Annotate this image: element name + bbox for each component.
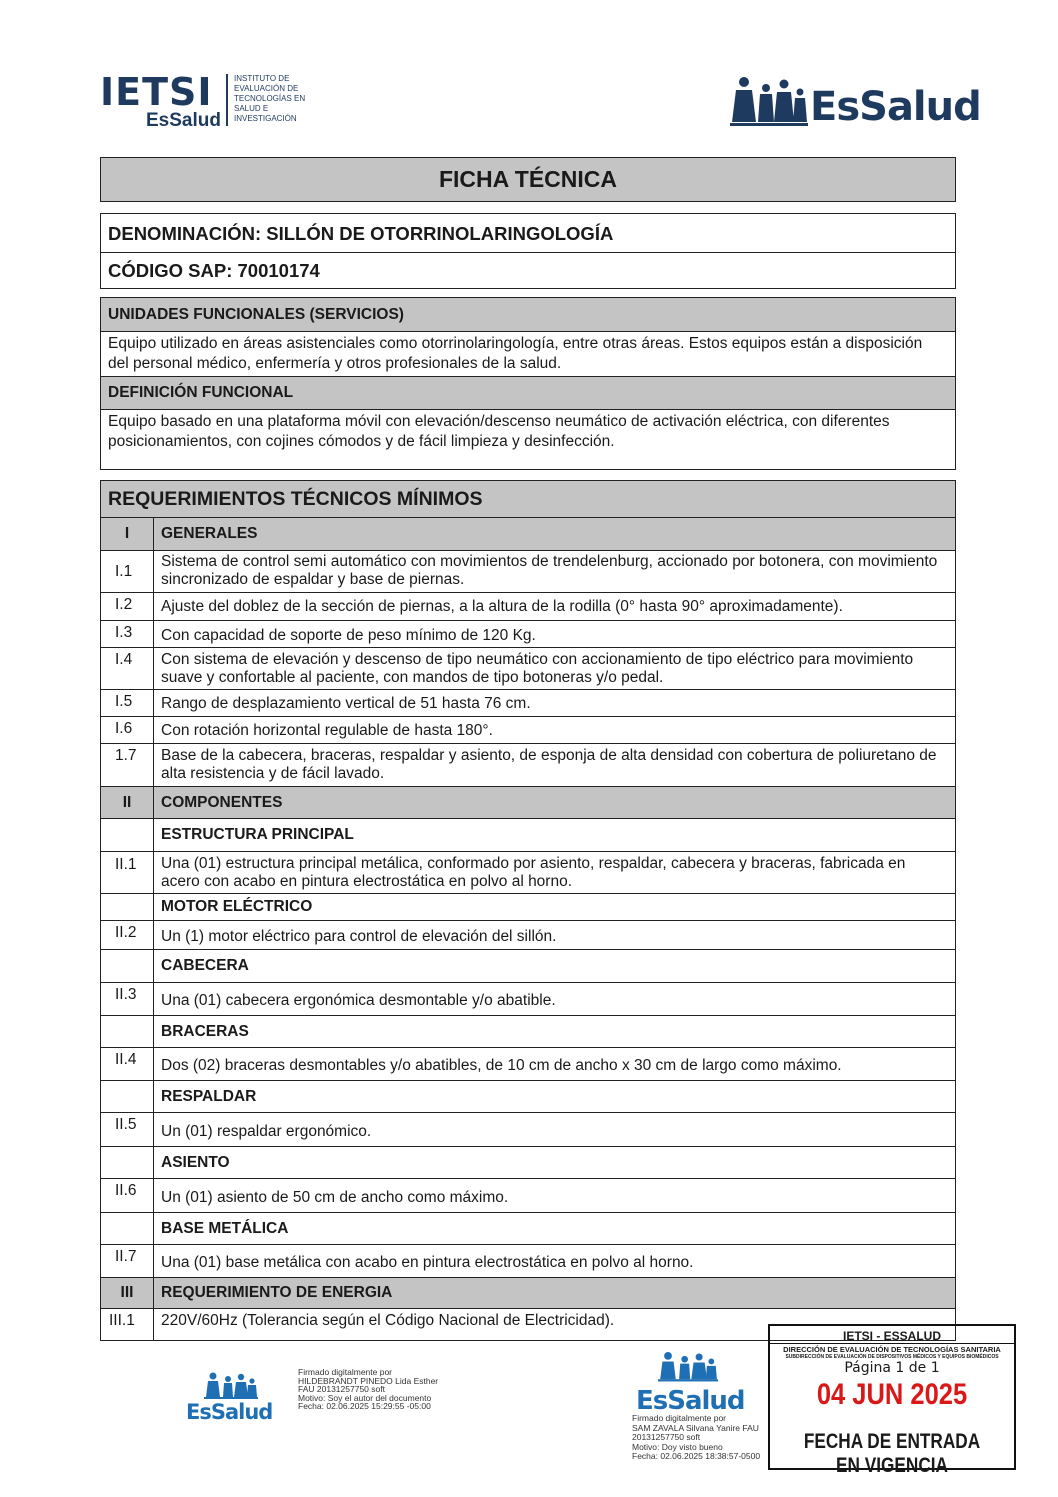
table-row: II.7 Una (01) base metálica con acabo en pintura electrostática en polvo al horno. [100, 1245, 956, 1278]
table-row: II.6 Un (01) asiento de 50 cm de ancho como máximo. [100, 1179, 956, 1213]
validity-stamp [768, 1324, 1016, 1477]
definicion-heading: DEFINICIÓN FUNCIONAL [101, 376, 955, 410]
sap-code: CÓDIGO SAP: 70010174 [108, 260, 320, 281]
essalud-signature-logo [636, 1350, 745, 1416]
footer-logo-word: EsSalud [186, 1400, 273, 1424]
stamp-divider [770, 1343, 1014, 1344]
table-row: II.5 Un (01) respaldar ergonómico. [100, 1113, 956, 1147]
subsection-row: RESPALDAR [100, 1081, 956, 1113]
stamp-subdirection: SUBDIRECCIÓN DE EVALUACIÓN DE DISPOSITIVOS MÉDICOS Y EQUIPOS BIOMÉDICOS [785, 1354, 999, 1360]
signature-logo-word: EsSalud [636, 1386, 745, 1416]
table-row: I.1 Sistema de control semi automático con movimientos de trendelenburg, accionado por botonera, con movimiento sincronizado de espaldar y base de piernas. [100, 551, 956, 593]
family-figures-icon [204, 1372, 258, 1400]
denomination: DENOMINACIÓN: SILLÓN DE OTORRINOLARINGOLOGÍA [108, 223, 614, 244]
definicion-text: Equipo basado en una plataforma móvil con elevación/descenso neumático de activación eléctrica, con diferentes posicionamientos, con cojines cómodos y de fácil limpieza y desinfección. [108, 413, 890, 450]
stamp-date: 04 JUN 2025 [816, 1378, 968, 1411]
section-row: I GENERALES [100, 518, 956, 551]
subsection-row: ESTRUCTURA PRINCIPAL [100, 819, 956, 852]
essalud-footer-logo [186, 1372, 273, 1424]
family-figures-icon [658, 1350, 718, 1384]
stamp-label: FECHA DE ENTRADA EN VIGENCIA [803, 1430, 981, 1477]
table-row: II.2 Un (1) motor eléctrico para control de elevación del sillón. [100, 921, 956, 950]
stamp-page: Página 1 de 1 [844, 1360, 940, 1376]
section-row: III REQUERIMIENTO DE ENERGIA [100, 1278, 956, 1309]
table-row: II.3 Una (01) cabecera ergonómica desmontable y/o abatible. [100, 983, 956, 1016]
table-row: I.2 Ajuste del doblez de la sección de piernas, a la altura de la rodilla (0° hasta 90° aproximadamente). [100, 593, 956, 621]
document-title: FICHA TÉCNICA [100, 157, 956, 202]
denomination-box [100, 213, 956, 289]
table-row: I.6 Con rotación horizontal regulable de hasta 180°. [100, 717, 956, 744]
ietsi-logo-text: INSTITUTO DE EVALUACIÓN DE TECNOLOGÍAS EN SALUD E INVESTIGACIÓN [234, 74, 306, 123]
table-row: II.1 Una (01) estructura principal metálica, conformado por asiento, respaldar, cabecera y braceras, fabricada en acero con acabo en pintura electrostática en polvo al horno. [100, 852, 956, 894]
essalud-logo [730, 76, 981, 132]
table-row: II.4 Dos (02) braceras desmontables y/o abatibles, de 10 cm de ancho x 30 cm de largo como máximo. [100, 1048, 956, 1081]
digital-signature-1: Firmado digitalmente por HILDEBRANDT PINEDO Lida Esther FAU 20131257750 soft Motivo: Soy el autor del documento Fecha: 02.06.2025 15:29:55 -05:00 [298, 1367, 439, 1411]
subsection-row: ASIENTO [100, 1147, 956, 1179]
ietsi-logo-sub: EsSalud [146, 110, 221, 131]
essalud-logo-word: EsSalud [810, 84, 981, 130]
subsection-row: MOTOR ELÉCTRICO [100, 894, 956, 921]
table-row: I.3 Con capacidad de soporte de peso mínimo de 120 Kg. [100, 621, 956, 648]
table-row: 1.7 Base de la cabecera, braceras, respaldar y asiento, de esponja de alta densidad con cobertura de poliuretano de alta resistencia y de fácil lavado. [100, 744, 956, 787]
denomination-divider [101, 252, 955, 253]
stamp-org: IETSI - ESSALUD [842, 1329, 941, 1343]
table-row: I.4 Con sistema de elevación y descenso de tipo neumático con accionamiento de tipo eléctrico para movimiento suave y confortable al paciente, con mandos de tipo botoneras y/o pedal. [100, 648, 956, 690]
subsection-row: BRACERAS [100, 1016, 956, 1048]
requirements-title: REQUERIMIENTOS TÉCNICOS MÍNIMOS [100, 480, 956, 518]
table-row: III.1 220V/60Hz (Tolerancia según el Código Nacional de Electricidad). [100, 1309, 956, 1341]
info-box [100, 297, 956, 470]
family-figures-icon [730, 76, 808, 128]
ietsi-logo-word: IETSI [100, 70, 213, 114]
section-row: II COMPONENTES [100, 787, 956, 819]
stamp-direction: DIRECCIÓN DE EVALUACIÓN DE TECNOLOGÍAS SANITARIA [783, 1345, 1001, 1354]
subsection-row: CABECERA [100, 950, 956, 983]
ietsi-logo-divider [226, 74, 228, 126]
digital-signature-2: Firmado digitalmente por SAM ZAVALA Silvana Yanire FAU 20131257750 soft Motivo: Doy visto bueno Fecha: 02.06.2025 18:38:57-0500 [632, 1413, 761, 1461]
ietsi-logo [100, 70, 315, 132]
subsection-row: BASE METÁLICA [100, 1213, 956, 1245]
table-row: I.5 Rango de desplazamiento vertical de 51 hasta 76 cm. [100, 690, 956, 717]
unidades-text: Equipo utilizado en áreas asistenciales como otorrinolaringología, entre otras áreas. Estos equipos están a disposición del personal médico, enfermería y otros profesionales de la salud. [108, 335, 923, 372]
unidades-heading: UNIDADES FUNCIONALES (SERVICIOS) [101, 298, 955, 332]
